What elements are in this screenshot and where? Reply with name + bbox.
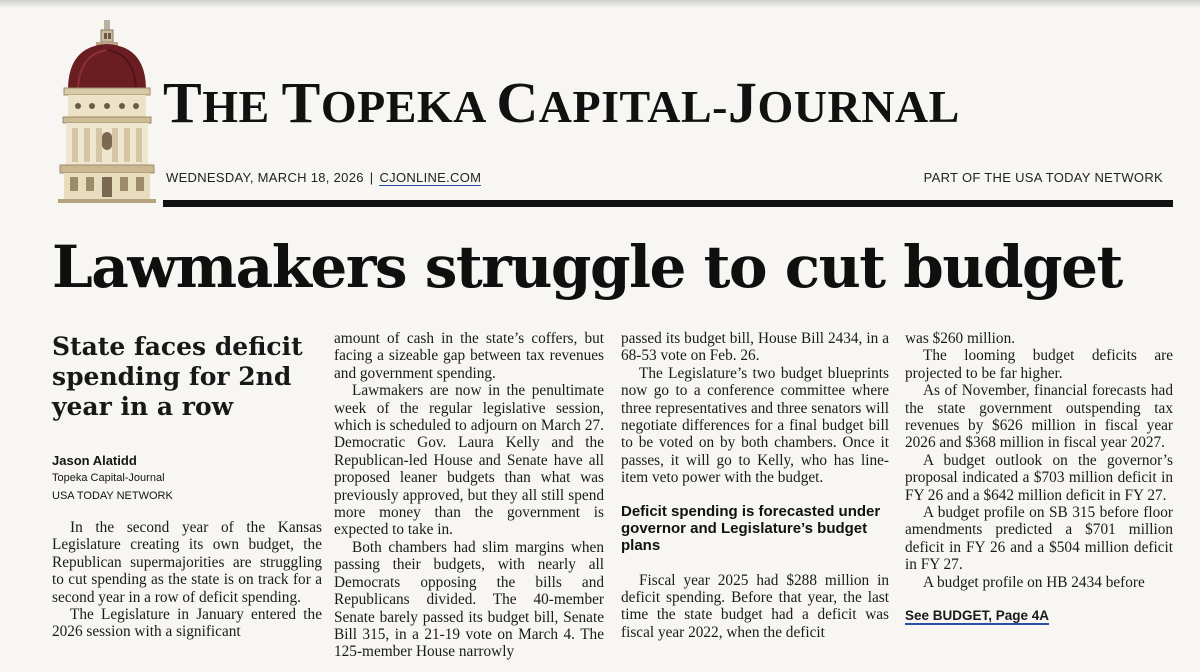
paragraph: The Legislature’s two budget blueprints now go to a conference committee where three representatives and three senators will negotiate differences for a final budget bill to be voted on by both chambers. Once it passes, it will go to Kelly, who has line-item veto power with the budget. [621,364,890,487]
continued-on-link[interactable] [905,607,1173,624]
title-fragment: HE [202,81,282,132]
article-column-4 [905,330,1173,625]
title-fragment: OURNAL [757,81,960,132]
title-fragment: APITAL- [538,81,728,132]
article-headline: Lawmakers struggle to cut budget [52,233,1122,301]
paragraph: In the second year of the Kansas Legislature creating its own budget, the Republican supermajorities are struggling to cut spending as the state is on track for a second year in a row of deficit spending. [52,519,322,606]
jump-label[interactable]: See BUDGET, Page 4A [905,608,1050,624]
title-letter: T [281,70,321,135]
dateline-separator: | [369,170,374,185]
title-fragment: OPEKA [320,81,497,132]
author-outlet: Topeka Capital-Journal [52,472,165,484]
title-letter: C [496,70,539,135]
paragraph: A budget profile on SB 315 before floor amendments predicted a $701 million deficit in FY 26 and a $504 million deficit in FY 27. [905,504,1173,574]
network-tagline: PART OF THE USA TODAY NETWORK [923,170,1163,185]
capitol-dome-logo [58,18,156,203]
issue-date: WEDNESDAY, MARCH 18, 2026 [166,170,364,185]
paragraph: The looming budget deficits are projected to be far higher. [905,347,1173,382]
newspaper-title [163,70,1173,135]
paragraph: Fiscal year 2025 had $288 million in deficit spending. Before that year, the last time the state budget had a deficit was fiscal year 2022, when the deficit [621,571,889,641]
paragraph: Lawmakers are now in the penultimate week of the regular legislative session, which is scheduled to adjourn on March 27. Democratic Gov. Laura Kelly and the Republican-led House and Senate have all proposed leaner budgets than what was previously approved, but they all still spend more money than the government is expected to take in. [334,382,604,539]
paragraph: Both chambers had slim margins when passing their budgets, with nearly all Democrats opposing the bills and Republicans divided. The 40-member Senate barely passed its budget bill, Senate Bill 315, in a 21-19 vote on March 4. The 125-member House narrowly [334,538,604,661]
author-name: Jason Alatidd [52,453,137,468]
paragraph: passed its budget bill, House Bill 2434, in a 68-53 vote on Feb. 26. [621,330,889,365]
website-link[interactable]: CJONLINE.COM [379,170,482,185]
article-column-3 [621,330,889,641]
article-column-2 [334,330,604,661]
byline [52,452,312,505]
section-subhead: Deficit spending is forecasted under governor and Legislature’s budget plans [621,502,881,554]
paragraph: was $260 million. [905,330,1016,347]
article-column-1 [52,519,322,641]
masthead-rule [163,200,1173,207]
author-network: USA TODAY NETWORK [52,490,173,502]
top-edge [0,0,1200,8]
paragraph: The Legislature in January entered the 2026 session with a significant [52,606,322,641]
paragraph: amount of cash in the state’s coffers, but facing a sizeable gap between tax revenues and government spending. [334,330,604,382]
article-subhead: State faces deficit spending for 2nd year in a row [52,332,303,421]
title-letter: J [727,70,758,135]
paragraph: A budget outlook on the governor’s proposal indicated a $703 million deficit in FY 26 and a $642 million deficit in FY 27. [905,451,1173,504]
paragraph: As of November, financial forecasts had the state government outspending tax revenues by $626 million in fiscal year 2026 and $368 million in fiscal year 2027. [905,382,1173,452]
title-letter: T [163,70,203,135]
paragraph: A budget profile on HB 2434 before [923,573,1145,591]
dateline [166,170,481,185]
